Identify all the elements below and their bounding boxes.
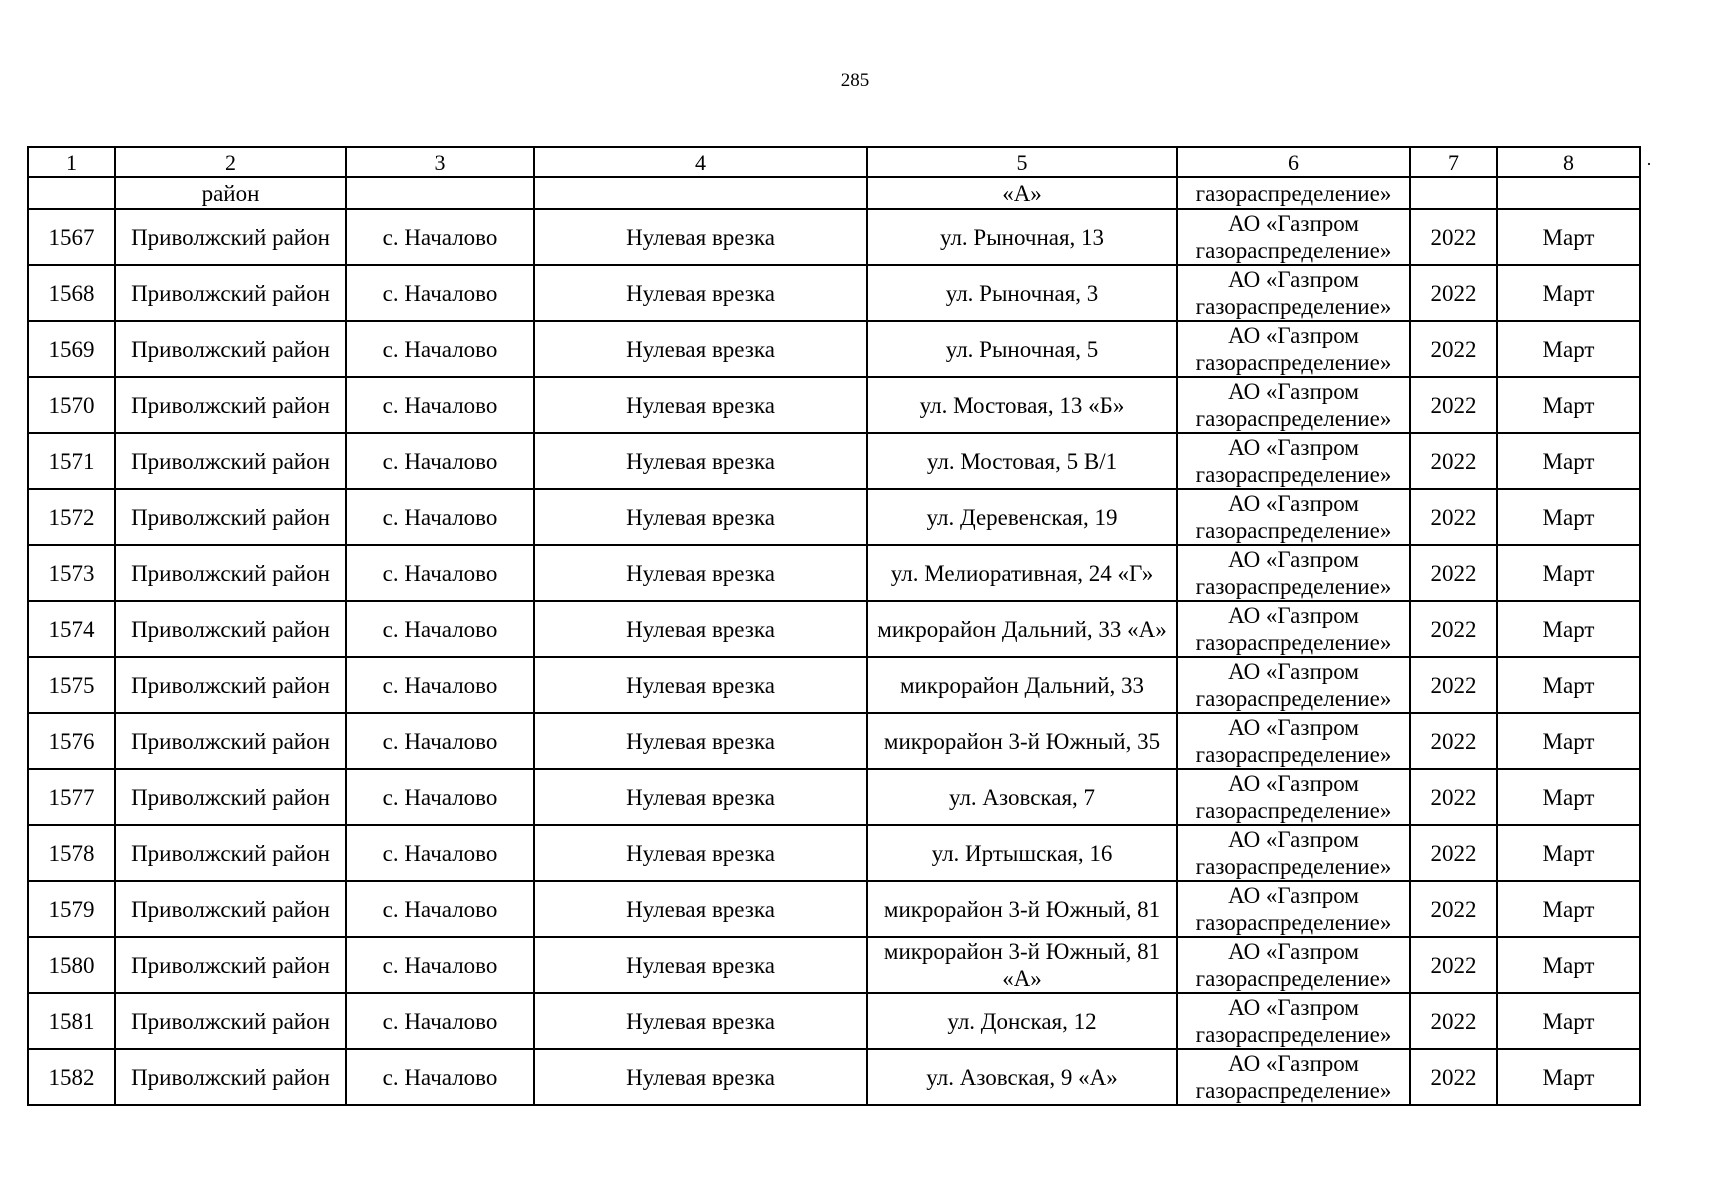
cell-month: Март bbox=[1497, 209, 1640, 265]
cell-work-type: Нулевая врезка bbox=[534, 265, 867, 321]
cell-month: Март bbox=[1497, 433, 1640, 489]
cell-number: 1576 bbox=[28, 713, 115, 769]
cell-number: 1572 bbox=[28, 489, 115, 545]
cell-work-type: Нулевая врезка bbox=[534, 601, 867, 657]
cell-settlement: с. Началово bbox=[346, 545, 534, 601]
cell-settlement: с. Началово bbox=[346, 993, 534, 1049]
cell-year: 2022 bbox=[1410, 265, 1497, 321]
cell-work-type: Нулевая врезка bbox=[534, 545, 867, 601]
cell-year: 2022 bbox=[1410, 545, 1497, 601]
table-row bbox=[28, 937, 1640, 993]
cell-organization: АО «Газпром газораспределение» bbox=[1177, 1049, 1410, 1105]
cell-address: ул. Азовская, 7 bbox=[867, 769, 1177, 825]
cell-settlement: с. Началово bbox=[346, 433, 534, 489]
cell-month: Март bbox=[1497, 713, 1640, 769]
cell-organization: АО «Газпром газораспределение» bbox=[1177, 377, 1410, 433]
cell-address: ул. Азовская, 9 «А» bbox=[867, 1049, 1177, 1105]
cell-work-type: Нулевая врезка bbox=[534, 769, 867, 825]
cell-number: 1579 bbox=[28, 881, 115, 937]
cell-settlement: с. Началово bbox=[346, 881, 534, 937]
cell-organization: АО «Газпром газораспределение» bbox=[1177, 713, 1410, 769]
table-row bbox=[28, 601, 1640, 657]
cell-work-type: Нулевая врезка bbox=[534, 433, 867, 489]
cell-year: 2022 bbox=[1410, 209, 1497, 265]
table-row bbox=[28, 825, 1640, 881]
cell-address: ул. Рыночная, 13 bbox=[867, 209, 1177, 265]
column-number-5: 5 bbox=[867, 147, 1177, 177]
cell-month: Март bbox=[1497, 993, 1640, 1049]
cell-address: ул. Мостовая, 5 В/1 bbox=[867, 433, 1177, 489]
cell-month: Март bbox=[1497, 489, 1640, 545]
table-row bbox=[28, 657, 1640, 713]
cell-work-type: Нулевая врезка bbox=[534, 321, 867, 377]
table-row bbox=[28, 713, 1640, 769]
cell-settlement: с. Началово bbox=[346, 937, 534, 993]
cell-settlement: с. Началово bbox=[346, 377, 534, 433]
table-row bbox=[28, 489, 1640, 545]
cell-work-type: Нулевая врезка bbox=[534, 209, 867, 265]
table-row bbox=[28, 377, 1640, 433]
cell-work-type: Нулевая врезка bbox=[534, 377, 867, 433]
cell-settlement: с. Началово bbox=[346, 769, 534, 825]
cell-address: микрорайон Дальний, 33 bbox=[867, 657, 1177, 713]
scan-mark: · bbox=[1646, 154, 1652, 174]
cell-district: Приволжский район bbox=[115, 545, 346, 601]
column-number-row bbox=[28, 147, 1640, 177]
table-row bbox=[28, 881, 1640, 937]
cell-year: 2022 bbox=[1410, 1049, 1497, 1105]
cell-settlement: с. Началово bbox=[346, 713, 534, 769]
cell-year bbox=[1410, 177, 1497, 209]
column-number-3: 3 bbox=[346, 147, 534, 177]
column-number-2: 2 bbox=[115, 147, 346, 177]
cell-address: ул. Деревенская, 19 bbox=[867, 489, 1177, 545]
cell-year: 2022 bbox=[1410, 937, 1497, 993]
cell-organization: АО «Газпром газораспределение» bbox=[1177, 993, 1410, 1049]
cell-year: 2022 bbox=[1410, 601, 1497, 657]
cell-work-type: Нулевая врезка bbox=[534, 713, 867, 769]
cell-district: Приволжский район bbox=[115, 657, 346, 713]
cell-organization: газораспределение» bbox=[1177, 177, 1410, 209]
cell-number: 1568 bbox=[28, 265, 115, 321]
cell-year: 2022 bbox=[1410, 825, 1497, 881]
cell-month: Март bbox=[1497, 1049, 1640, 1105]
cell-organization: АО «Газпром газораспределение» bbox=[1177, 209, 1410, 265]
cell-address: ул. Донская, 12 bbox=[867, 993, 1177, 1049]
cell-address: ул. Рыночная, 3 bbox=[867, 265, 1177, 321]
cell-settlement: с. Началово bbox=[346, 321, 534, 377]
cell-address: микрорайон 3-й Южный, 35 bbox=[867, 713, 1177, 769]
table-body bbox=[28, 147, 1640, 1105]
cell-district: Приволжский район bbox=[115, 601, 346, 657]
cell-district: Приволжский район bbox=[115, 881, 346, 937]
cell-month: Март bbox=[1497, 601, 1640, 657]
table-row bbox=[28, 1049, 1640, 1105]
cell-address: «А» bbox=[867, 177, 1177, 209]
cell-month: Март bbox=[1497, 769, 1640, 825]
cell-organization: АО «Газпром газораспределение» bbox=[1177, 601, 1410, 657]
table-row bbox=[28, 433, 1640, 489]
cell-district: район bbox=[115, 177, 346, 209]
table-row bbox=[28, 545, 1640, 601]
cell-district: Приволжский район bbox=[115, 209, 346, 265]
cell-year: 2022 bbox=[1410, 657, 1497, 713]
cell-year: 2022 bbox=[1410, 377, 1497, 433]
cell-number: 1567 bbox=[28, 209, 115, 265]
cell-number: 1577 bbox=[28, 769, 115, 825]
cell-settlement: с. Началово bbox=[346, 825, 534, 881]
cell-organization: АО «Газпром газораспределение» bbox=[1177, 321, 1410, 377]
cell-month: Март bbox=[1497, 881, 1640, 937]
cell-organization: АО «Газпром газораспределение» bbox=[1177, 545, 1410, 601]
cell-district: Приволжский район bbox=[115, 769, 346, 825]
table-row bbox=[28, 769, 1640, 825]
cell-settlement: с. Началово bbox=[346, 265, 534, 321]
cell-number: 1580 bbox=[28, 937, 115, 993]
cell-organization: АО «Газпром газораспределение» bbox=[1177, 433, 1410, 489]
cell-address: микрорайон Дальний, 33 «А» bbox=[867, 601, 1177, 657]
cell-organization: АО «Газпром газораспределение» bbox=[1177, 265, 1410, 321]
table-row bbox=[28, 321, 1640, 377]
cell-organization: АО «Газпром газораспределение» bbox=[1177, 489, 1410, 545]
cell-month bbox=[1497, 177, 1640, 209]
cell-number: 1570 bbox=[28, 377, 115, 433]
cell-settlement: с. Началово bbox=[346, 601, 534, 657]
cell-month: Март bbox=[1497, 377, 1640, 433]
cell-year: 2022 bbox=[1410, 433, 1497, 489]
cell-organization: АО «Газпром газораспределение» bbox=[1177, 769, 1410, 825]
column-number-7: 7 bbox=[1410, 147, 1497, 177]
cell-district: Приволжский район bbox=[115, 1049, 346, 1105]
register-table bbox=[27, 146, 1641, 1106]
cell-settlement: с. Началово bbox=[346, 657, 534, 713]
cell-organization: АО «Газпром газораспределение» bbox=[1177, 937, 1410, 993]
column-number-1: 1 bbox=[28, 147, 115, 177]
cell-district: Приволжский район bbox=[115, 825, 346, 881]
cell-district: Приволжский район bbox=[115, 321, 346, 377]
cell-address: ул. Мостовая, 13 «Б» bbox=[867, 377, 1177, 433]
cell-year: 2022 bbox=[1410, 489, 1497, 545]
cell-work-type: Нулевая врезка bbox=[534, 881, 867, 937]
cell-organization: АО «Газпром газораспределение» bbox=[1177, 657, 1410, 713]
cell-work-type: Нулевая врезка bbox=[534, 993, 867, 1049]
column-number-6: 6 bbox=[1177, 147, 1410, 177]
cell-number: 1573 bbox=[28, 545, 115, 601]
table-row bbox=[28, 265, 1640, 321]
cell-number: 1569 bbox=[28, 321, 115, 377]
cell-settlement bbox=[346, 177, 534, 209]
cell-number: 1578 bbox=[28, 825, 115, 881]
cell-settlement: с. Началово bbox=[346, 489, 534, 545]
cell-number: 1575 bbox=[28, 657, 115, 713]
cell-work-type bbox=[534, 177, 867, 209]
cell-month: Март bbox=[1497, 321, 1640, 377]
cell-number: 1581 bbox=[28, 993, 115, 1049]
cell-district: Приволжский район bbox=[115, 713, 346, 769]
cell-number: 1582 bbox=[28, 1049, 115, 1105]
cell-year: 2022 bbox=[1410, 713, 1497, 769]
cell-number bbox=[28, 177, 115, 209]
cell-work-type: Нулевая врезка bbox=[534, 825, 867, 881]
cell-district: Приволжский район bbox=[115, 377, 346, 433]
cell-month: Март bbox=[1497, 265, 1640, 321]
cell-year: 2022 bbox=[1410, 881, 1497, 937]
cell-work-type: Нулевая врезка bbox=[534, 1049, 867, 1105]
cell-district: Приволжский район bbox=[115, 489, 346, 545]
cell-district: Приволжский район bbox=[115, 433, 346, 489]
cell-address: ул. Иртышская, 16 bbox=[867, 825, 1177, 881]
cell-district: Приволжский район bbox=[115, 937, 346, 993]
cell-year: 2022 bbox=[1410, 993, 1497, 1049]
cell-month: Март bbox=[1497, 545, 1640, 601]
cell-year: 2022 bbox=[1410, 769, 1497, 825]
cell-address: ул. Мелиоративная, 24 «Г» bbox=[867, 545, 1177, 601]
cell-district: Приволжский район bbox=[115, 993, 346, 1049]
cell-month: Март bbox=[1497, 657, 1640, 713]
cell-settlement: с. Началово bbox=[346, 1049, 534, 1105]
cell-district: Приволжский район bbox=[115, 265, 346, 321]
table-row bbox=[28, 209, 1640, 265]
column-number-4: 4 bbox=[534, 147, 867, 177]
cell-address: микрорайон 3-й Южный, 81 bbox=[867, 881, 1177, 937]
cell-number: 1571 bbox=[28, 433, 115, 489]
cell-work-type: Нулевая врезка bbox=[534, 489, 867, 545]
cell-year: 2022 bbox=[1410, 321, 1497, 377]
cell-month: Март bbox=[1497, 937, 1640, 993]
page-number: 285 bbox=[840, 70, 870, 91]
cell-address: ул. Рыночная, 5 bbox=[867, 321, 1177, 377]
continuation-row bbox=[28, 177, 1640, 209]
cell-address: микрорайон 3-й Южный, 81 «А» bbox=[867, 937, 1177, 993]
table-row bbox=[28, 993, 1640, 1049]
cell-organization: АО «Газпром газораспределение» bbox=[1177, 825, 1410, 881]
cell-organization: АО «Газпром газораспределение» bbox=[1177, 881, 1410, 937]
cell-month: Март bbox=[1497, 825, 1640, 881]
cell-work-type: Нулевая врезка bbox=[534, 937, 867, 993]
cell-work-type: Нулевая врезка bbox=[534, 657, 867, 713]
cell-number: 1574 bbox=[28, 601, 115, 657]
cell-settlement: с. Началово bbox=[346, 209, 534, 265]
column-number-8: 8 bbox=[1497, 147, 1640, 177]
